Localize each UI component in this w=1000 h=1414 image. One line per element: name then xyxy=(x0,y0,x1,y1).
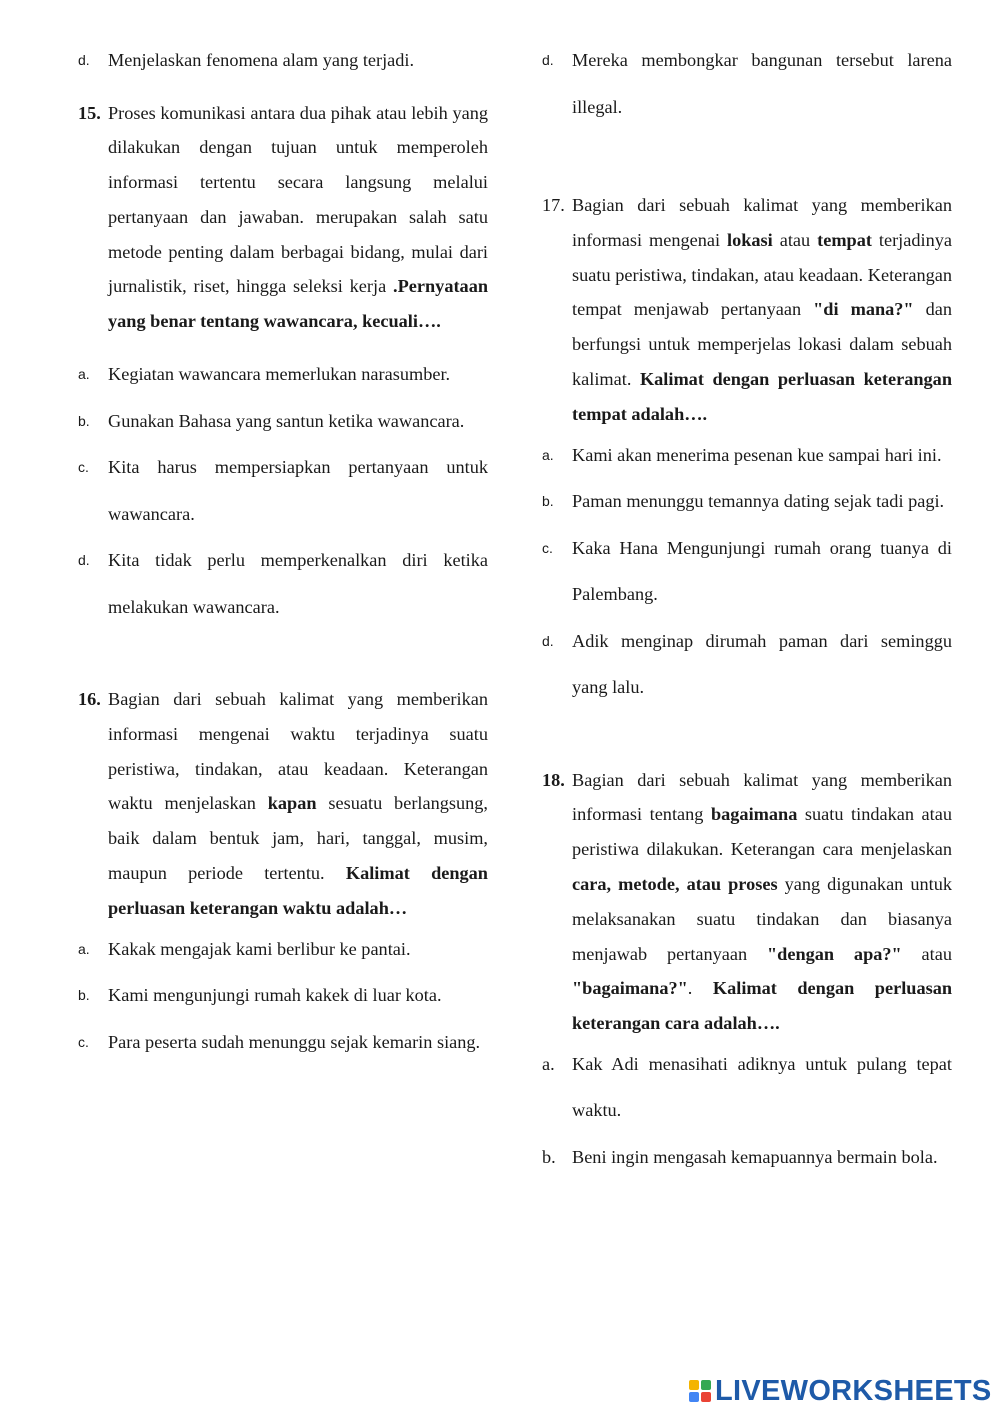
option-15c[interactable] xyxy=(78,444,488,537)
option-label: d. xyxy=(542,632,554,649)
option-text: Menjelaskan fenomena alam yang terjadi. xyxy=(108,50,415,70)
question-prompt: Kalimat dengan perluasan keterangan tempat adalah…. xyxy=(572,368,952,424)
option-14d[interactable] xyxy=(78,37,488,84)
question-keyword: tempat xyxy=(817,229,872,250)
question-17 xyxy=(542,188,952,432)
question-prompt: .Pernyataan yang benar tentang wawancara, kecuali…. xyxy=(108,276,488,332)
option-text: Kegiatan wawancara memerlukan narasumber. xyxy=(108,364,451,385)
option-text: Gunakan Bahasa yang santun ketika wawancara. xyxy=(108,410,465,431)
question-keyword: "di mana?" xyxy=(813,299,914,320)
option-label: d. xyxy=(78,52,90,68)
question-text-part: atau xyxy=(901,943,952,964)
question-16-options xyxy=(78,926,488,1066)
logo-mark-icon xyxy=(689,1380,711,1402)
option-17d[interactable] xyxy=(542,618,952,711)
question-text-part: . xyxy=(687,978,713,999)
option-15d[interactable] xyxy=(78,537,488,630)
option-15a[interactable] xyxy=(78,351,488,398)
question-number: 17. xyxy=(542,195,565,215)
question-18 xyxy=(542,763,952,1041)
question-number: 16. xyxy=(78,689,101,710)
option-16a[interactable] xyxy=(78,926,488,973)
option-label: d. xyxy=(542,52,554,68)
option-text: Beni ingin mengasah kemapuannya bermain bola. xyxy=(572,1146,938,1167)
option-label: c. xyxy=(542,539,553,556)
question-number: 18. xyxy=(542,769,565,790)
option-15b[interactable] xyxy=(78,398,488,445)
question-17-options xyxy=(542,432,952,711)
option-18b[interactable] xyxy=(542,1134,952,1181)
question-text-part: Bagian dari sebuah kalimat yang memberikan informasi tentang xyxy=(572,769,952,825)
option-label: c. xyxy=(78,1033,89,1050)
option-text: Kita harus mempersiapkan pertanyaan untuk wawancara. xyxy=(108,457,488,524)
option-17c[interactable] xyxy=(542,525,952,618)
question-text-part: sesuatu berlangsung, baik dalam bentuk jam, hari, tanggal, musim, maupun periode tertentu. xyxy=(108,793,488,884)
question-16 xyxy=(78,682,488,926)
logo-square xyxy=(701,1392,711,1402)
option-text: Kami mengunjungi rumah kakek di luar kota. xyxy=(108,985,442,1006)
question-keyword: "dengan apa?" xyxy=(767,943,902,964)
option-text: Mereka membongkar bangunan tersebut larena illegal. xyxy=(572,50,952,117)
logo-text: LIVEWORKSHEETS xyxy=(715,1374,992,1407)
logo-square xyxy=(689,1392,699,1402)
option-label: b. xyxy=(78,987,90,1004)
question-prompt: Kalimat dengan perluasan keterangan cara adalah…. xyxy=(572,978,953,1034)
option-text: Kak Adi menasihati adiknya untuk pulang tepat waktu. xyxy=(572,1053,952,1121)
logo-square xyxy=(689,1380,699,1390)
question-text-part: atau xyxy=(772,229,818,250)
right-column xyxy=(542,0,952,1180)
option-label: d. xyxy=(78,552,90,569)
question-text-part: Bagian dari sebuah kalimat yang memberikan informasi mengenai waktu terjadinya suatu peristiwa, tindakan, atau keadaan. Keterangan waktu menjelaskan xyxy=(108,689,488,814)
question-text xyxy=(108,682,488,926)
liveworksheets-logo[interactable] xyxy=(689,1374,992,1408)
question-15 xyxy=(78,96,488,340)
option-label: a. xyxy=(78,940,90,957)
question-18-options xyxy=(542,1041,952,1181)
question-text-part: Bagian dari sebuah kalimat yang memberikan informasi mengenai xyxy=(572,195,952,250)
option-label: c. xyxy=(78,459,89,476)
option-text: Kami akan menerima pesenan kue sampai hari ini. xyxy=(572,444,942,465)
question-text-part: dan berfungsi untuk memperjelas lokasi dalam sebuah kalimat. xyxy=(572,299,952,389)
question-text xyxy=(108,96,488,340)
question-text-part: terjadinya suatu peristiwa, tindakan, atau keadaan. Keterangan tempat menjawab pertanyaan xyxy=(572,229,952,320)
question-keyword: cara, metode, atau proses xyxy=(572,873,778,894)
option-text: Paman menunggu temannya dating sejak tadi pagi. xyxy=(572,491,945,512)
question-prompt: Kalimat dengan perluasan keterangan waktu adalah… xyxy=(108,863,488,918)
option-text: Kaka Hana Mengunjungi rumah orang tuanya di Palembang. xyxy=(572,537,952,605)
question-text-part: suatu tindakan atau peristiwa dilakukan. Keterangan cara menjelaskan xyxy=(572,804,952,860)
question-text xyxy=(572,763,952,1041)
option-16b[interactable] xyxy=(78,972,488,1019)
option-label: a. xyxy=(542,446,554,463)
option-label: b. xyxy=(542,493,554,510)
option-label: b. xyxy=(542,1146,556,1167)
question-keyword: kapan xyxy=(267,793,317,814)
option-text: Kakak mengajak kami berlibur ke pantai. xyxy=(108,938,411,959)
option-text: Kita tidak perlu memperkenalkan diri ketika melakukan wawancara. xyxy=(108,550,488,617)
logo-square xyxy=(701,1380,711,1390)
question-keyword: bagaimana xyxy=(710,804,798,825)
option-text: Adik menginap dirumah paman dari seminggu yang lalu. xyxy=(572,630,952,698)
option-label: a. xyxy=(542,1053,555,1074)
left-column xyxy=(78,0,488,1065)
question-keyword: "bagaimana?" xyxy=(572,978,688,999)
question-keyword: lokasi xyxy=(727,229,773,250)
option-16c[interactable] xyxy=(78,1019,488,1066)
question-number: 15. xyxy=(78,102,101,123)
question-text xyxy=(572,188,952,432)
option-label: b. xyxy=(78,412,90,429)
option-text: Para peserta sudah menunggu sejak kemarin siang. xyxy=(108,1031,481,1052)
question-text-plain: Proses komunikasi antara dua pihak atau lebih yang dilakukan dengan tujuan untuk memperoleh informasi tertentu secara langsung melalui pertanyaan dan jawaban. merupakan salah satu metode penting dalam berbagai bidang, mulai dari jurnalistik, riset, hingga seleksi kerja xyxy=(108,102,488,297)
option-16d[interactable] xyxy=(542,37,952,130)
option-17b[interactable] xyxy=(542,478,952,525)
question-text-part: yang digunakan untuk melaksanakan suatu tindakan dan biasanya menjawab pertanyaan xyxy=(572,873,953,964)
option-18a[interactable] xyxy=(542,1041,952,1134)
option-17a[interactable] xyxy=(542,432,952,479)
question-15-options xyxy=(78,351,488,630)
option-label: a. xyxy=(78,366,90,383)
